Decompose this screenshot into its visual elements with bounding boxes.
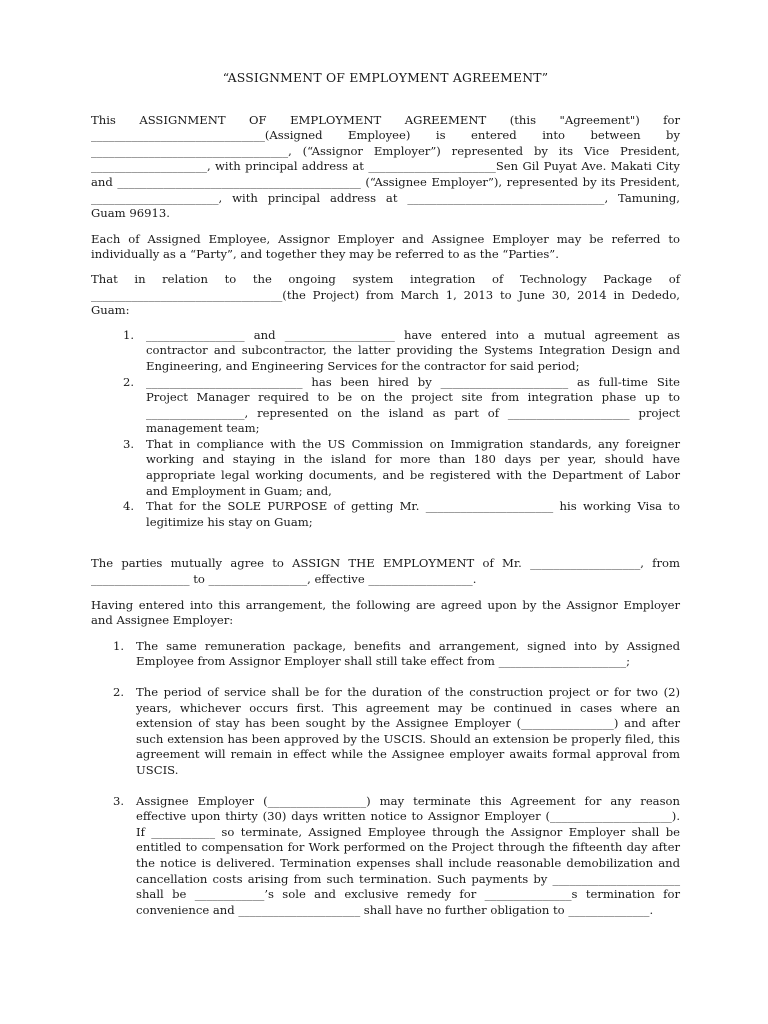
list-item bbox=[91, 794, 680, 919]
list-item-text: _________________ and ___________________ have entered into a mutual agreement as contractor and subcontractor, the latter providing the Systems Integration Design and Engineering, and Engineering Services for the contractor for said period; bbox=[146, 327, 680, 373]
list-item bbox=[102, 437, 680, 499]
list-item-text: That for the SOLE PURPOSE of getting Mr. ______________________ his working Visa to legitimize his stay on Guam; bbox=[146, 499, 680, 529]
list-number: 3. bbox=[123, 436, 135, 451]
parties-paragraph: Each of Assigned Employee, Assignor Employer and Assignee Employer may be referred to individually as a “Party”, and together they may be referred to as the “Parties”. bbox=[91, 231, 680, 262]
list-number: 2. bbox=[123, 374, 135, 389]
assign-paragraph: The parties mutually agree to ASSIGN THE EMPLOYMENT of Mr. ___________________, from _________________ to _________________, effective __________________. bbox=[91, 556, 680, 587]
intro-paragraph: This ASSIGNMENT OF EMPLOYMENT AGREEMENT (this "Agreement") for ______________________________(Assigned Employee) is entered into between by __________________________________, (“Assignor Employer”) represented by its Vice President, ____________________, with principal address at ______________________Sen Gil Puyat Ave. Makati City and __________________________________________ (“Assignee Employer”), represented by its President, ______________________, with principal address at __________________________________, Tamuning, Guam 96913. bbox=[91, 112, 680, 221]
list-number: 1. bbox=[113, 638, 125, 653]
list-item-text: ___________________________ has been hired by ______________________ as full-time Site Project Manager required to be on the project site from integration phase up to _________________, represented on the island as part of _____________________ project management team; bbox=[146, 374, 680, 436]
recitals-list bbox=[102, 328, 680, 531]
list-item bbox=[91, 639, 680, 670]
list-item bbox=[102, 328, 680, 375]
list-number: 4. bbox=[123, 499, 135, 514]
document-title: “ASSIGNMENT OF EMPLOYMENT AGREEMENT” bbox=[222, 70, 549, 85]
list-number: 3. bbox=[113, 793, 125, 808]
list-number: 2. bbox=[113, 685, 125, 699]
list-item-text: Assignee Employer (_________________) may terminate this Agreement for any reason effective upon thirty (30) days written notice to Assignor Employer (_____________________). If ___________ so terminate, Assigned Employee through the Assignor Employer shall be entitled to compensation for Work performed on the Project through the fifteenth day after the notice is delivered. Termination expenses shall include reasonable demobilization and cancellation costs arising from such termination. Such payments by ______________________ shall be ____________’s sole and exclusive remedy for _______________s termination for convenience and _____________________ shall have no further obligation to ______________. bbox=[136, 793, 680, 917]
list-item bbox=[102, 375, 680, 437]
terms-list bbox=[91, 639, 680, 919]
list-item-text: The same remuneration package, benefits and arrangement, signed into by Assigned Employee from Assignor Employer shall still take effect from ______________________; bbox=[136, 638, 680, 669]
list-item-text: The period of service shall be for the duration of the construction project or for two (2) years, whichever occurs first. This agreement may be continued in cases where an extension of stay has been sought by the Assignee Employer (________________) and after such extension has been approved by the USCIS. Should an extension be properly filed, this agreement will remain in effect while the Assignee employer awaits formal approval from USCIS. bbox=[136, 685, 680, 777]
list-item-text: That in compliance with the US Commission on Immigration standards, any foreigner working and staying in the island for more than 180 days per year, should have appropriate legal working documents, and be registered with the Department of Labor and Employment in Guam; and, bbox=[146, 436, 680, 498]
list-number: 1. bbox=[123, 327, 135, 342]
list-item bbox=[102, 499, 680, 530]
relation-paragraph: That in relation to the ongoing system integration of Technology Package of _________________________________(the Project) from March 1, 2013 to June 30, 2014 in Dededo, Guam: bbox=[91, 271, 680, 318]
having-paragraph: Having entered into this arrangement, the following are agreed upon by the Assignor Employer and Assignee Employer: bbox=[91, 597, 680, 628]
list-item bbox=[91, 685, 680, 779]
